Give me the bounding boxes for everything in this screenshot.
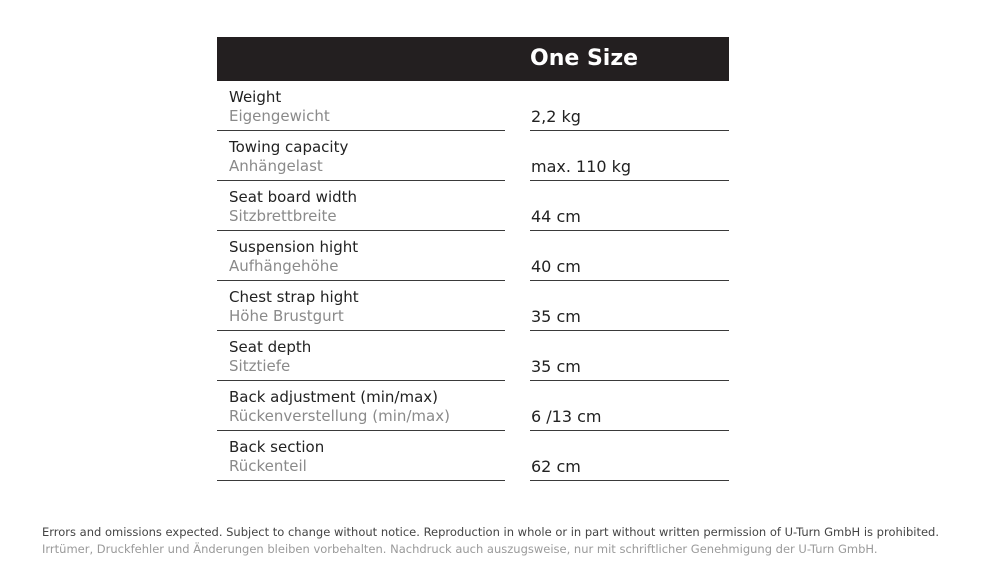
table-row	[217, 181, 729, 231]
row-label-english: Seat depth	[229, 338, 312, 356]
size-column-header: One Size	[530, 46, 639, 71]
row-value-cell	[530, 131, 729, 181]
row-label-cell	[217, 81, 505, 131]
row-label-english: Weight	[229, 88, 282, 106]
table-row	[217, 231, 729, 281]
row-label-english: Seat board width	[229, 188, 358, 206]
row-label-cell	[217, 181, 505, 231]
row-value: max. 110 kg	[531, 157, 632, 176]
row-label-cell	[217, 431, 505, 481]
row-label-german: Aufhängehöhe	[229, 257, 339, 275]
disclaimer-footer	[42, 524, 939, 558]
row-label-english: Towing capacity	[229, 138, 349, 156]
row-label-english: Back section	[229, 438, 325, 456]
disclaimer-english: Errors and omissions expected. Subject to change without notice. Reproduction in whole or in part without written permission of U-Turn GmbH is prohibited.	[42, 525, 940, 539]
row-label-cell	[217, 281, 505, 331]
row-value: 44 cm	[531, 207, 581, 226]
spec-table	[217, 37, 729, 481]
row-value-cell	[530, 81, 729, 131]
row-label-cell	[217, 231, 505, 281]
table-row	[217, 81, 729, 131]
table-row	[217, 381, 729, 431]
row-value: 2,2 kg	[531, 107, 581, 126]
row-label-german: Rückenverstellung (min/max)	[229, 407, 450, 425]
row-label-german: Rückenteil	[229, 457, 307, 475]
table-row	[217, 431, 729, 481]
row-label-english: Chest strap hight	[229, 288, 359, 306]
row-value-cell	[530, 431, 729, 481]
row-label-cell	[217, 381, 505, 431]
row-label-english: Suspension hight	[229, 238, 359, 256]
table-row	[217, 131, 729, 181]
table-row	[217, 331, 729, 381]
row-label-cell	[217, 331, 505, 381]
row-value-cell	[530, 381, 729, 431]
row-label-german: Eigengewicht	[229, 107, 330, 125]
row-label-german: Sitzbrettbreite	[229, 207, 337, 225]
row-label-english: Back adjustment (min/max)	[229, 388, 438, 406]
row-label-german: Höhe Brustgurt	[229, 307, 344, 325]
row-value-cell	[530, 331, 729, 381]
row-value-cell	[530, 281, 729, 331]
table-row	[217, 281, 729, 331]
row-value-cell	[530, 181, 729, 231]
row-value-cell	[530, 231, 729, 281]
row-label-german: Anhängelast	[229, 157, 323, 175]
row-value: 35 cm	[531, 307, 581, 326]
row-value: 40 cm	[531, 257, 581, 276]
disclaimer-german: Irrtümer, Druckfehler und Änderungen bleiben vorbehalten. Nachdruck auch auszugsweise, nur mit schriftlicher Genehmigung der U-Turn GmbH.	[42, 542, 878, 556]
row-label-cell	[217, 131, 505, 181]
table-header	[217, 37, 729, 81]
row-value: 62 cm	[531, 457, 581, 476]
row-value: 35 cm	[531, 357, 581, 376]
row-value: 6 /13 cm	[531, 407, 602, 426]
row-label-german: Sitztiefe	[229, 357, 291, 375]
